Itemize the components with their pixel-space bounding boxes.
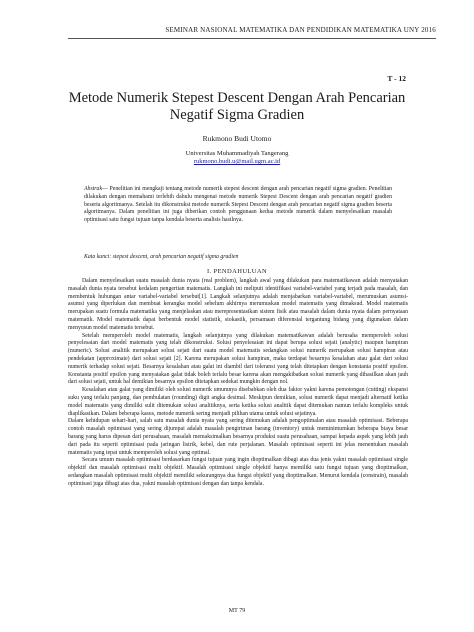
body-paragraph: Setelah memperoleh model matematis, langkah selanjutnya yang dilakukan matematikawan adalah berusaha memperoleh solusi penyelesaian dari model matematis yang telah dikonstruksi. Solusi penyelesaian ini dapat berupa solusi sejati (analytic) maupun hampiran (numeric). Solusi analitik merupakan solusi sejati dari suatu model matematis sedangkan solusi numerik merupakan solusi hampiran atau pendekatan (approximate) dari solusi sejati [2]. Karena merupakan solusi hampiran, maka terdapat besarnya kesalahan atau galat dari solusi numerik terhadap solusi sejati. Besarnya kesalahan atau galat ini diambil dari toleransi yang telah ditetapkan dengan konstanta positif epsilon. Konstanta positif epsilon yang menyatakan galat tidak boleh terlalu besar karena akan mengakibatkan solusi numerik yang dihasilkan akan jauh dari solusi sejati, untuk hal demikian besarnya epsilon ditetapkan sedekat mungkin dengan nol. — [68, 332, 408, 386]
paper-code: T - 12 — [387, 74, 406, 83]
keywords: Kata kunci: stepest descent, arah pencarian negatif sigma gradien — [84, 254, 239, 260]
section-heading: I. PENDAHULUAN — [206, 268, 268, 275]
author-name: Rukmono Budi Utomo — [202, 134, 272, 143]
author-affiliation: Universitas Muhammadiyah Tangerang — [185, 150, 289, 157]
abstract-text: — Penelitian ini mengkaji tentang metode numerik stepest descent dengan arah pencarian negatif sigma gradien. Penelitian dilakukan dengan memahami terlebih dahulu mengenai metode numerik Stepest Descent dengan arah pencarian negatif gradien beserta algoritmanya. Setelah itu dikonstruksi metode numerik Stepest Descent dengan arah pencarian negatif sigma gradien beserta algoritmanya. Dalam penelitian ini juga diberikan contoh penggunaan kedua metode numerik dalam menyelesaikan masalah optimisasi satu fungsi tujuan tanpa kendala beserta analisis hasilnya. — [84, 186, 392, 224]
body-text — [68, 278, 408, 489]
body-paragraph: Secara umum masalah optimisasi berdasarkan fungsi tujuan yang ingin dioptimalkan dibagi atas dua jenis yakni masalah optimisasi single objektif dan masalah optimisasi multi objektif. Masalah optimisasi single objektif hanya memiliki satu fungsi tujuan yang dioptimalkan, sedangkan masalah optimisasi multi objektif memiliki sekurangnya dua fungsi objektif yang dioptimalkan. Menurut kendala (constrain), masalah optimisasi juga dibagi atas dua, yakni masalah optimisasi dengan dan tanpa kendala. — [68, 457, 408, 487]
paper-title: Metode Numerik Stepest Descent Dengan Arah Pencarian Negatif Sigma Gradien — [68, 90, 406, 123]
running-header: SEMINAR NASIONAL MATEMATIKA DAN PENDIDIKAN MATEMATIKA UNY 2016 — [165, 26, 436, 34]
abstract-label: Abstrak — [84, 186, 103, 192]
header-rule — [68, 38, 436, 39]
body-paragraph: Kesalahan atau galat yang dimiliki oleh solusi numerik umumnya disebabkan oleh dua faktor yakni karena pemotongan (cutting) ekspansi suku yang terlalu panjang, dan pembulatan (rounding) digit angka desimal. Meskipun demikian, solusi numerik dapat menjadi alternatif ketika model matematis yang dimiliki sulit ditemukan solusi analitiknya, serta ketika solusi analitik dapat ditemukan namun terlalu kompleks untuk diaplikasikan. Dalam beberapa kasus, metode numerik sering menjadi pilihan utama untuk solusi sejatinya. — [68, 387, 408, 417]
body-paragraph: Dalam menyelesaikan suatu masalah dunia nyata (real problem), langkah awal yang dilakukan para matematikawan adalah menyatakan masalah dunia nyata tersebut kedalam pengertian matematis. Langkah ini meliputi identifikasi variabel-variabel yang terjadi pada masalah, dan membentuk hubungan antar variabel-variabel tersebut[1]. Langkah selanjutnya adalah menjabarkan variabel-variabel, merumuskan asumsi-asumsi yang diperlukan dan membuat kerangka model sebelum akhirnya merumuskan model matematis yang dimaksud. Model matematis merupakan suatu formula matematika yang menjelaskan atau merepresentasikan sistem fisik atau masalah dalam dunia nyata dalam pernyataan matematik. Model matematik dapat berbentuk model statistik, stokastik, persamaan diferensial tergantung bidang yang digunakan dalam menyusun model matematis tersebut. — [68, 278, 408, 331]
author-email-link[interactable]: rukmono.budi.u@mail.ugm.ac.id — [193, 158, 281, 165]
page-number: MT 79 — [228, 608, 246, 614]
abstract — [84, 186, 392, 225]
body-paragraph: Dalam kehidupan sehari-hari, salah satu masalah dunia nyata yang sering ditemukan adalah pengoptimalan atau masalah optimisasi. Beberapa contoh masalah optimisasi yang sering dijumpai adalah masalah pengiriman barang (inventory) untuk meminimumkan beberapa biaya besar barang yang harus dipesan dari perusahaan, masalah memaksimalkan besarnya produksi suatu perusahaan, sampai kepada aspek yang lebih jauh dari pada itu seperti optimisasi pada jaringan listrik, kebel, dan rute perjalanan. Masalah optimisasi seperti ini jelas menentukan masalah matematis yang tepat untuk memperoleh solusi yang optimal. — [68, 418, 408, 456]
